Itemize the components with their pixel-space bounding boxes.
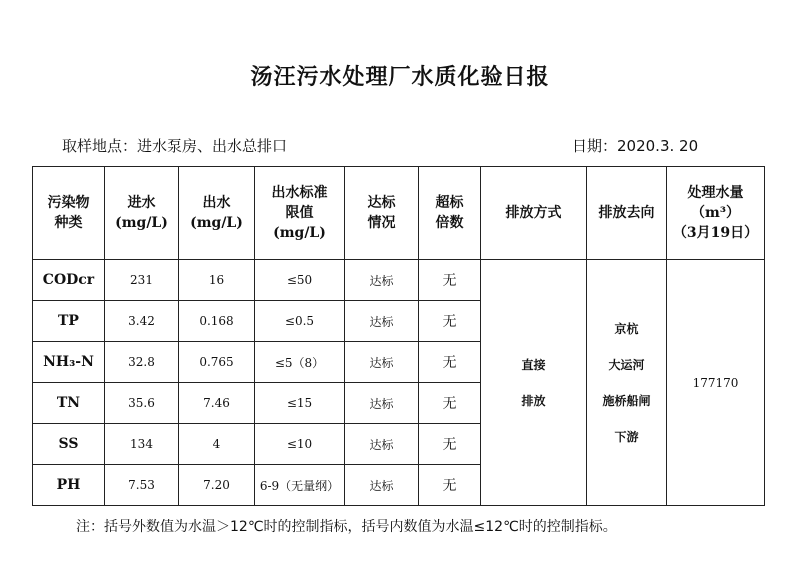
table-row: [33, 260, 765, 301]
pollutant-cell: NH₃-N: [33, 342, 105, 383]
pollutant-cell: SS: [33, 424, 105, 465]
header-discharge-method: 排放方式: [481, 167, 587, 260]
effluent-cell: 0.168: [179, 301, 255, 342]
effluent-cell: 16: [179, 260, 255, 301]
effluent-cell: 7.46: [179, 383, 255, 424]
sampling-location: 取样地点：进水泵房、出水总排口: [62, 137, 288, 155]
compliance-cell: 达标: [345, 301, 419, 342]
pollutant-cell: TP: [33, 301, 105, 342]
compliance-cell: 达标: [345, 383, 419, 424]
standard-cell: ≤50: [255, 260, 345, 301]
exceed-cell: 无: [419, 342, 481, 383]
header-discharge-destination: 排放去向: [587, 167, 667, 260]
standard-cell: ≤15: [255, 383, 345, 424]
standard-cell: ≤0.5: [255, 301, 345, 342]
exceed-cell: 无: [419, 465, 481, 506]
standard-cell: ≤5（8）: [255, 342, 345, 383]
compliance-cell: 达标: [345, 260, 419, 301]
header-compliance: 达标 情况: [345, 167, 419, 260]
influent-cell: 35.6: [105, 383, 179, 424]
effluent-cell: 4: [179, 424, 255, 465]
influent-cell: 3.42: [105, 301, 179, 342]
effluent-cell: 7.20: [179, 465, 255, 506]
standard-cell: ≤10: [255, 424, 345, 465]
header-volume: 处理水量 （m³） （3月19日）: [667, 167, 765, 260]
influent-cell: 134: [105, 424, 179, 465]
pollutant-cell: CODcr: [33, 260, 105, 301]
report-date: 日期：2020.3. 20: [572, 137, 699, 155]
discharge-method-cell: 直接 排放: [481, 260, 587, 506]
influent-cell: 231: [105, 260, 179, 301]
discharge-destination-cell: 京杭 大运河 施桥船闸 下游: [587, 260, 667, 506]
volume-value-cell: 177170: [667, 260, 765, 506]
footnote: 注：括号外数值为水温＞12℃时的控制指标，括号内数值为水温≤12℃时的控制指标。: [76, 519, 617, 535]
exceed-cell: 无: [419, 301, 481, 342]
pollutant-cell: TN: [33, 383, 105, 424]
header-row: [33, 167, 765, 260]
effluent-cell: 0.765: [179, 342, 255, 383]
header-standard: 出水标准 限值 (mg/L): [255, 167, 345, 260]
exceed-cell: 无: [419, 383, 481, 424]
compliance-cell: 达标: [345, 465, 419, 506]
pollutant-cell: PH: [33, 465, 105, 506]
influent-cell: 32.8: [105, 342, 179, 383]
compliance-cell: 达标: [345, 424, 419, 465]
exceed-cell: 无: [419, 424, 481, 465]
water-quality-table: [32, 166, 765, 506]
header-exceed: 超标 倍数: [419, 167, 481, 260]
report-title: 汤汪污水处理厂水质化验日报: [250, 65, 550, 90]
exceed-cell: 无: [419, 260, 481, 301]
standard-cell: 6-9（无量纲）: [255, 465, 345, 506]
header-influent: 进水 (mg/L): [105, 167, 179, 260]
header-pollutant: 污染物 种类: [33, 167, 105, 260]
influent-cell: 7.53: [105, 465, 179, 506]
header-effluent: 出水 (mg/L): [179, 167, 255, 260]
compliance-cell: 达标: [345, 342, 419, 383]
